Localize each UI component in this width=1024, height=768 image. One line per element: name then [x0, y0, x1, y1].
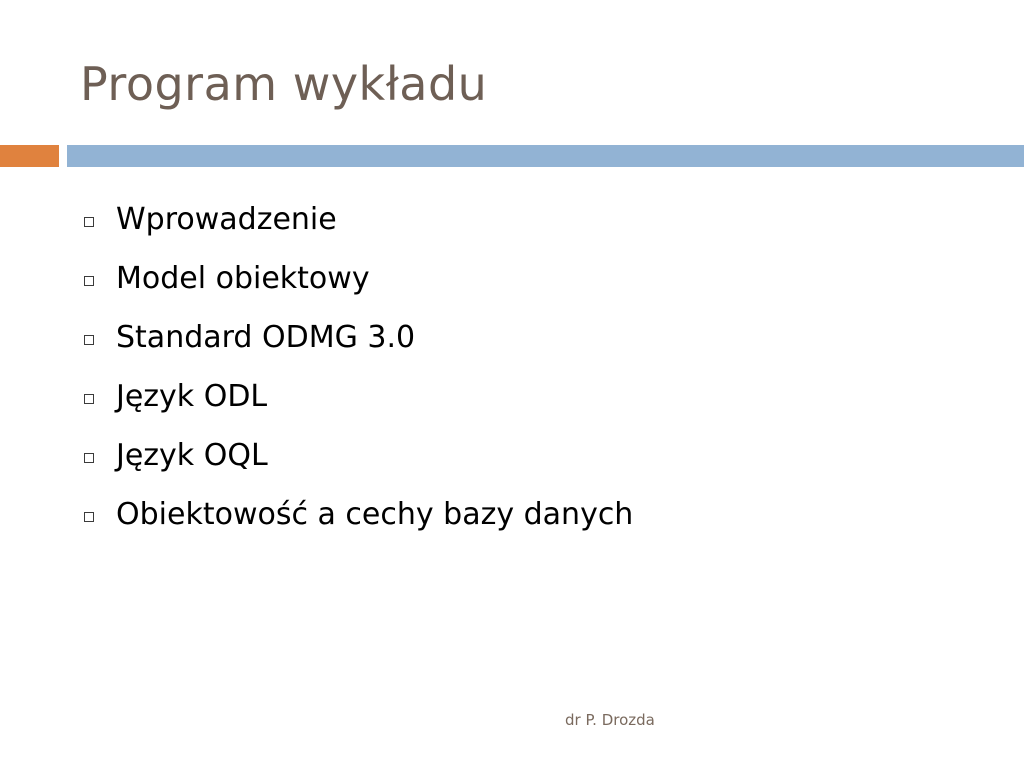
bullet-text: Język OQL: [116, 437, 268, 473]
bullet-text: Standard ODMG 3.0: [116, 319, 416, 355]
bullet-text: Język ODL: [116, 378, 268, 414]
hollow-square-bullet-icon: [84, 276, 94, 286]
list-item: [80, 190, 633, 249]
list-item: [80, 367, 633, 426]
hollow-square-bullet-icon: [84, 512, 94, 522]
list-item: [80, 308, 633, 367]
list-item: [80, 426, 633, 485]
bullet-list: [80, 190, 633, 544]
slide-title: Program wykładu: [80, 57, 488, 111]
hollow-square-bullet-icon: [84, 335, 94, 345]
list-item: [80, 249, 633, 308]
bullet-text: Obiektowość a cechy bazy danych: [116, 496, 634, 532]
hollow-square-bullet-icon: [84, 453, 94, 463]
hollow-square-bullet-icon: [84, 394, 94, 404]
bullet-text: Model obiektowy: [116, 260, 370, 296]
bullet-text: Wprowadzenie: [116, 201, 337, 237]
slide-footer-author: dr P. Drozda: [565, 711, 655, 729]
list-item: [80, 485, 633, 544]
title-accent-bar: [0, 145, 59, 167]
title-underline-bar: [67, 145, 1024, 167]
hollow-square-bullet-icon: [84, 217, 94, 227]
